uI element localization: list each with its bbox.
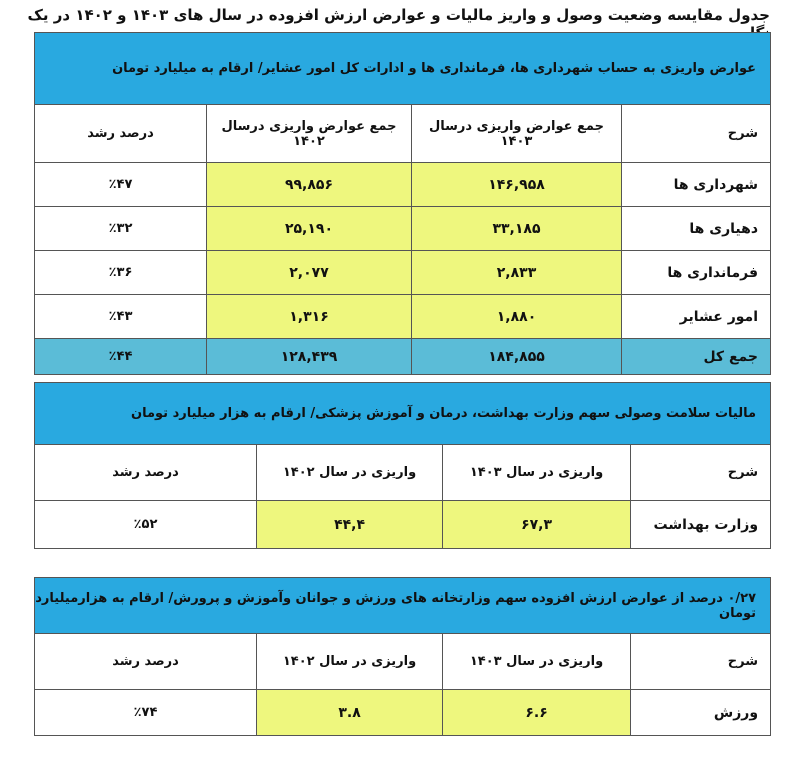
row-label: ورزش	[631, 690, 771, 736]
growth-value: ٪۴۷	[35, 163, 207, 207]
column-header-1402: واریزی در سال ۱۴۰۲	[257, 445, 443, 501]
row-label: امور عشایر	[622, 295, 771, 339]
total-row	[35, 339, 771, 375]
total-label: جمع کل	[622, 339, 771, 375]
page-title: جدول مقایسه وضعیت وصول و واریز مالیات و عوارض ارزش افزوده در سال های ۱۴۰۳ و ۱۴۰۲ در یک	[27, 6, 770, 24]
table-row	[35, 295, 771, 339]
health-tax-table	[34, 382, 771, 549]
column-header-growth: درصد رشد	[35, 634, 257, 690]
column-header-1403: واریزی در سال ۱۴۰۳	[443, 634, 631, 690]
table-row	[35, 251, 771, 295]
table-header: مالیات سلامت وصولی سهم وزارت بهداشت، درمان و آموزش پزشکی/ ارقام به هزار میلیارد تومان	[35, 383, 771, 445]
total-1403: ۱۸۴,۸۵۵	[412, 339, 622, 375]
total-1402: ۱۲۸,۴۳۹	[207, 339, 412, 375]
growth-value: ٪۵۲	[35, 501, 257, 549]
growth-value: ٪۳۶	[35, 251, 207, 295]
table-row	[35, 163, 771, 207]
column-header-1403: واریزی در سال ۱۴۰۳	[443, 445, 631, 501]
value-1403: ۶۷,۳	[443, 501, 631, 549]
value-1403: ۳۳,۱۸۵	[412, 207, 622, 251]
table-row	[35, 207, 771, 251]
row-label: شهرداری ها	[622, 163, 771, 207]
column-header-growth: درصد رشد	[35, 105, 207, 163]
value-1402: ۲,۰۷۷	[207, 251, 412, 295]
value-1402: ۹۹,۸۵۶	[207, 163, 412, 207]
sports-education-table	[34, 577, 771, 736]
total-growth: ٪۴۴	[35, 339, 207, 375]
table-row	[35, 690, 771, 736]
column-header-description: شرح	[631, 445, 771, 501]
row-label: دهیاری ها	[622, 207, 771, 251]
table-header: عوارض واریزی به حساب شهرداری ها، فرمانداری ها و ادارات کل امور عشایر/ ارقام به میلیارد تومان	[35, 33, 771, 105]
value-1403: ۲,۸۳۳	[412, 251, 622, 295]
row-label: فرمانداری ها	[622, 251, 771, 295]
table-header: ۰/۲۷ درصد از عوارض ارزش افزوده سهم وزارتخانه های ورزش و جوانان وآموزش و پرورش/ ارقام به هزارمیلیارد تومان	[35, 578, 771, 634]
value-1403: ۶.۶	[443, 690, 631, 736]
value-1403: ۱۴۶,۹۵۸	[412, 163, 622, 207]
row-label: وزارت بهداشت	[631, 501, 771, 549]
growth-value: ٪۳۲	[35, 207, 207, 251]
column-header-1402: جمع عوارض واریزی درسال ۱۴۰۲	[207, 105, 412, 163]
column-header-description: شرح	[631, 634, 771, 690]
value-1403: ۱,۸۸۰	[412, 295, 622, 339]
column-header-growth: درصد رشد	[35, 445, 257, 501]
table-row	[35, 501, 771, 549]
column-header-1403: جمع عوارض واریزی درسال ۱۴۰۳	[412, 105, 622, 163]
municipal-fees-table	[34, 32, 771, 375]
column-header-description: شرح	[622, 105, 771, 163]
value-1402: ۲۵,۱۹۰	[207, 207, 412, 251]
value-1402: ۴۴,۴	[257, 501, 443, 549]
growth-value: ٪۴۳	[35, 295, 207, 339]
column-header-1402: واریزی در سال ۱۴۰۲	[257, 634, 443, 690]
value-1402: ۱,۳۱۶	[207, 295, 412, 339]
value-1402: ۳.۸	[257, 690, 443, 736]
growth-value: ٪۷۴	[35, 690, 257, 736]
